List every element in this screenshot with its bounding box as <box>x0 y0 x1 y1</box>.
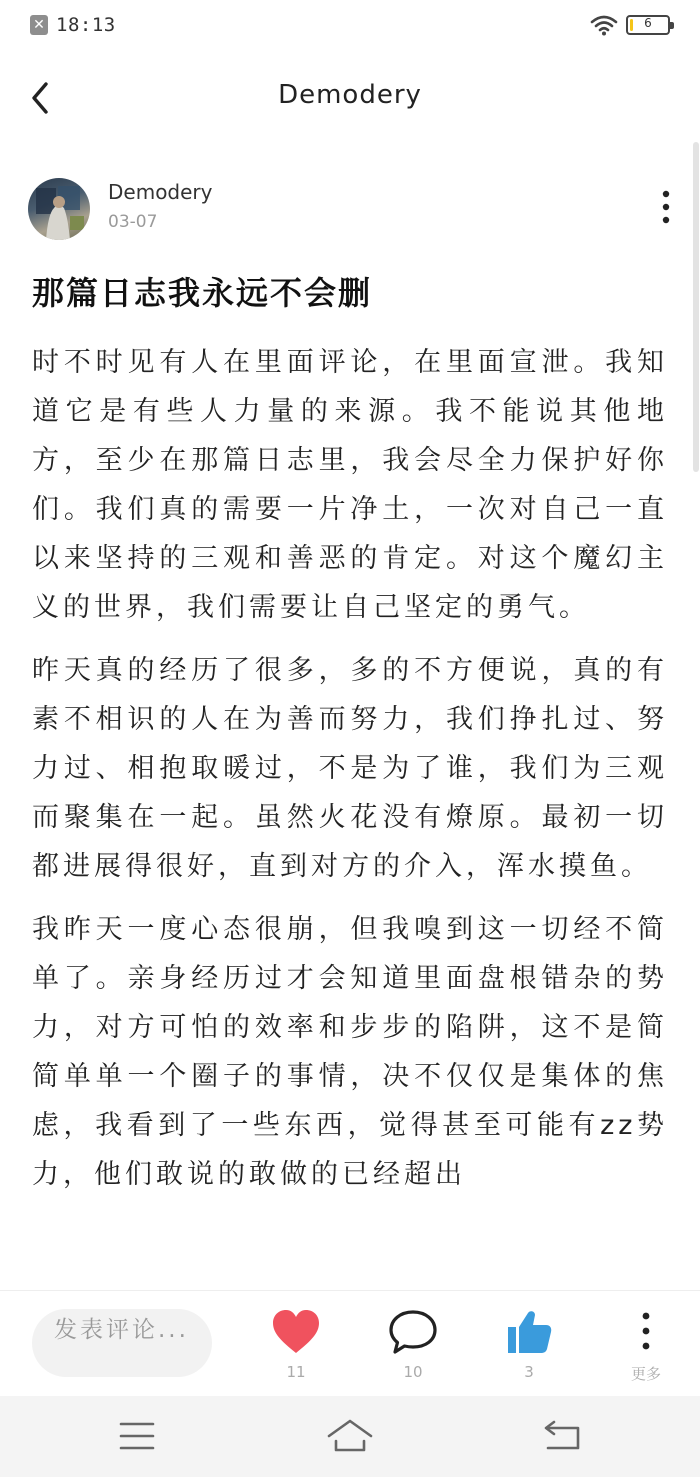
post-date: 03-07 <box>108 212 158 232</box>
thumbs-up-icon <box>504 1309 554 1355</box>
comment-input[interactable]: 发表评论... <box>32 1309 212 1377</box>
like-count: 11 <box>286 1363 306 1381</box>
heart-icon <box>271 1309 321 1355</box>
status-time: 18:13 <box>56 14 116 36</box>
article-paragraph: 我昨天一度心态很崩，但我嗅到这一切经不简单了。亲身经历过才会知道里面盘根错杂的势力，对方可怕的效率和步步的陷阱，这不是简简单单一个圈子的事情，决不仅仅是集体的焦虑，我看到了一些东西，觉得甚至可能有zz势力，他们敢说的敢做的已经超出 <box>32 914 668 1190</box>
comment-count: 10 <box>403 1363 423 1381</box>
notification-icon: ✕ <box>30 15 48 35</box>
vertical-dots-icon <box>621 1309 671 1355</box>
nav-home-button[interactable] <box>325 1416 375 1456</box>
nav-menu-button[interactable] <box>112 1416 162 1456</box>
article-content <box>32 338 668 1288</box>
article-paragraph: 昨天真的经历了很多，多的不方便说，真的有素不相识的人在为善而努力，我们挣扎过、努力过、相抱取暖过，不是为了谁，我们为三观而聚集在一起。虽然火花没有燎原。最初一切都进展得很好，直到对方的介入，浑水摸鱼。 <box>32 655 668 882</box>
nav-back-button[interactable] <box>538 1416 588 1456</box>
status-left <box>30 14 116 36</box>
avatar[interactable] <box>28 178 90 240</box>
menu-icon <box>112 1416 162 1456</box>
like-button[interactable] <box>256 1309 336 1389</box>
more-button[interactable] <box>606 1309 686 1389</box>
avatar-image <box>28 178 90 240</box>
comment-button[interactable] <box>373 1309 453 1389</box>
system-nav-bar <box>0 1396 700 1477</box>
wifi-icon <box>590 14 618 36</box>
scrollbar-thumb[interactable] <box>693 142 699 472</box>
status-right <box>590 14 670 36</box>
thumbs-up-button[interactable] <box>489 1309 569 1389</box>
thumbs-up-count: 3 <box>524 1363 534 1381</box>
more-label: 更多 <box>630 1365 661 1383</box>
article-paragraph: 时不时见有人在里面评论，在里面宣泄。我知道它是有些人力量的来源。我不能说其他地方，至少在那篇日志里，我会尽全力保护好你们。我们真的需要一片净土，一次对自己一直以来坚持的三观和善恶的肯定。对这个魔幻主义的世界，我们需要让自己坚定的勇气。 <box>32 347 668 623</box>
page-title: Demodery <box>278 80 422 110</box>
battery-icon <box>626 15 670 35</box>
header <box>0 56 700 140</box>
action-bar <box>0 1290 700 1396</box>
back-icon <box>538 1416 588 1456</box>
speech-bubble-icon <box>388 1309 438 1355</box>
battery-text: 6 <box>644 16 652 30</box>
author-row <box>28 178 678 242</box>
home-icon <box>325 1416 375 1456</box>
article-title: 那篇日志我永远不会删 <box>32 274 373 312</box>
vertical-dots-icon <box>654 188 678 228</box>
more-options-button[interactable] <box>654 188 678 228</box>
status-bar <box>0 0 700 56</box>
author-name[interactable]: Demodery <box>108 180 213 204</box>
scrollbar[interactable] <box>692 140 700 1290</box>
